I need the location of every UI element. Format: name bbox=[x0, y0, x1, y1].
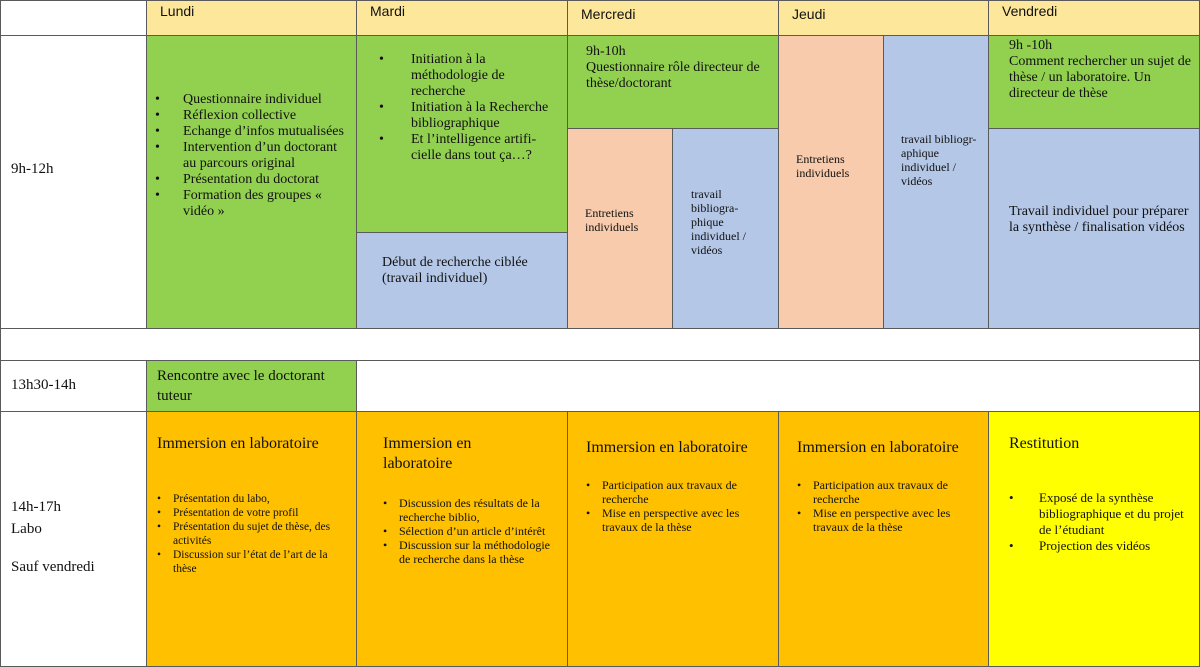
cell-title: Immersion en laboratoire bbox=[157, 435, 319, 452]
list-item: • Présentation du doctorat bbox=[155, 172, 348, 188]
time-cell-afternoon bbox=[0, 411, 147, 667]
list-item: • Participation aux travaux de recherche bbox=[797, 478, 980, 506]
mardi-morning-top-cell bbox=[356, 35, 568, 233]
list-item: • Présentation de votre profil bbox=[157, 506, 348, 520]
vendredi-afternoon-cell bbox=[988, 411, 1200, 667]
lundi-meeting-cell bbox=[146, 360, 357, 412]
jeudi-travail-cell bbox=[883, 35, 989, 329]
time-label: 9h-12h bbox=[11, 161, 54, 177]
list-item: • Présentation du labo, bbox=[157, 492, 348, 506]
meeting-empty-cell bbox=[356, 360, 1200, 412]
list-item: • Intervention d’un doctorant au parcours original bbox=[155, 140, 348, 172]
mercredi-afternoon-cell bbox=[567, 411, 779, 667]
cell-time: 9h -10h bbox=[1009, 38, 1053, 53]
cell-text: travail bibliogra-phique individuel / vidéos bbox=[691, 187, 746, 257]
list-item: • Présentation du sujet de thèse, des activités bbox=[157, 520, 348, 548]
list-item: • Discussion des résultats de la recherche biblio, bbox=[383, 496, 559, 524]
list-item: • Initiation à la méthodologie de recherche bbox=[379, 52, 555, 100]
list-item: • Participation aux travaux de recherche bbox=[586, 478, 770, 506]
mercredi-morning-top-cell bbox=[567, 35, 779, 129]
cell-text: Début de recherche ciblée (travail individuel) bbox=[382, 255, 528, 286]
day-label: Mardi bbox=[370, 3, 406, 19]
jeudi-afternoon-cell bbox=[778, 411, 989, 667]
list-item: • Mise en perspective avec les travaux de la thèse bbox=[586, 506, 770, 534]
time-cell-morning bbox=[0, 35, 147, 329]
list-item: • Projection des vidéos bbox=[1009, 538, 1189, 554]
list-item: • Initiation à la Recherche bibliographique bbox=[379, 100, 555, 132]
day-header-mercredi bbox=[567, 0, 779, 36]
list-item: • Mise en perspective avec les travaux de la thèse bbox=[797, 506, 980, 534]
time-cell-meeting bbox=[0, 360, 147, 412]
lundi-afternoon-cell bbox=[146, 411, 357, 667]
day-label: Jeudi bbox=[792, 6, 826, 22]
cell-text: Travail individuel pour préparer la synthèse / finalisation vidéos bbox=[1009, 204, 1189, 235]
list-item: • Réflexion collective bbox=[155, 108, 348, 124]
break-row bbox=[0, 328, 1200, 361]
cell-title: Immersion en laboratoire bbox=[383, 435, 472, 472]
day-header-mardi bbox=[356, 0, 568, 36]
day-label: Lundi bbox=[160, 3, 195, 19]
vendredi-morning-bottom-cell bbox=[988, 128, 1200, 329]
cell-text: Entretiens individuels bbox=[796, 152, 850, 180]
list-item: • Questionnaire individuel bbox=[155, 92, 348, 108]
vendredi-morning-top-cell bbox=[988, 35, 1200, 129]
day-label: Mercredi bbox=[581, 6, 636, 22]
cell-text: Questionnaire rôle directeur de thèse/doctorant bbox=[586, 60, 760, 91]
day-header-lundi bbox=[146, 0, 357, 36]
cell-time: 9h-10h bbox=[586, 44, 626, 59]
lundi-morning-cell bbox=[146, 35, 357, 329]
list-item: • Echange d’infos mutualisées bbox=[155, 124, 348, 140]
list-item: • Discussion sur l’état de l’art de la thèse bbox=[157, 548, 348, 576]
time-sublabel: Labo bbox=[11, 521, 42, 537]
day-header-vendredi bbox=[988, 0, 1200, 36]
time-label: 13h30-14h bbox=[11, 377, 76, 393]
list-item: • Formation des groupes « vidéo » bbox=[155, 188, 348, 220]
cell-title: Immersion en laboratoire bbox=[797, 439, 959, 456]
time-sublabel: Sauf vendredi bbox=[11, 559, 95, 575]
cell-text: Rencontre avec le doctorant tuteur bbox=[157, 368, 325, 404]
day-header-jeudi bbox=[778, 0, 989, 36]
list-item: • Discussion sur la méthodologie de recherche dans la thèse bbox=[383, 538, 559, 566]
mardi-morning-bottom-cell bbox=[356, 232, 568, 329]
time-label: 14h-17h bbox=[11, 499, 61, 515]
cell-text: Comment rechercher un sujet de thèse / un laboratoire. Un directeur de thèse bbox=[1009, 54, 1191, 101]
mercredi-entretiens-cell bbox=[567, 128, 673, 329]
cell-title: Immersion en laboratoire bbox=[586, 439, 748, 456]
day-label: Vendredi bbox=[1002, 3, 1058, 19]
corner-cell bbox=[0, 0, 147, 36]
cell-text: travail bibliogr-aphique individuel / vidéos bbox=[901, 132, 977, 188]
list-item: • Sélection d’un article d’intérêt bbox=[383, 524, 559, 538]
list-item: • Et l’intelligence artifi-cielle dans tout ça…? bbox=[379, 132, 555, 164]
cell-title: Restitution bbox=[1009, 435, 1080, 452]
jeudi-entretiens-cell bbox=[778, 35, 884, 329]
cell-text: Entretiens individuels bbox=[585, 206, 639, 234]
mardi-afternoon-cell bbox=[356, 411, 568, 667]
mercredi-travail-cell bbox=[672, 128, 779, 329]
list-item: • Exposé de la synthèse bibliographique et du projet de l’étudiant bbox=[1009, 490, 1189, 538]
